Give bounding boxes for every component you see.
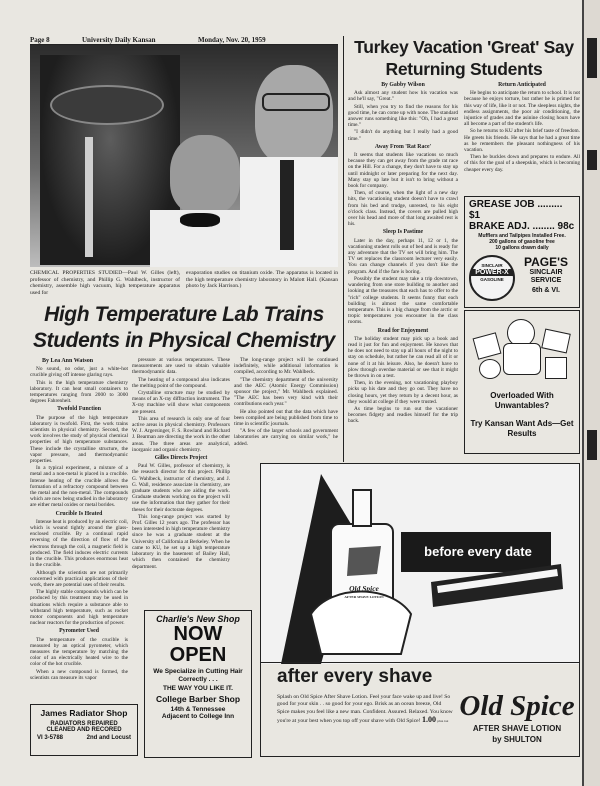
apparatus-tube xyxy=(85,137,93,257)
chemistry-lab-photo xyxy=(30,45,338,267)
necktie xyxy=(280,160,294,250)
subheading: Crucible Is Heated xyxy=(55,510,103,517)
subheading: Read for Enjoyment xyxy=(377,327,429,334)
lab-story-headline: High Temperature Lab Trains Students in Physical Chemistry xyxy=(33,303,335,352)
lab-story-column-3 xyxy=(234,357,338,457)
turkey-story-column-2 xyxy=(464,80,580,192)
paragraph: Then he buckles down and prepares to endure. All of this for the goal of a sheepskin, which is becoming cheaper every day. xyxy=(464,154,580,173)
paragraph: Then, in the evening, not vacationing playboy picks up his date and they go out. They have no closing hours, yet they return by a decent hour, as they would at college if they were trusted. xyxy=(348,380,458,405)
sinclair-service: SINCLAIR SERVICE xyxy=(529,269,563,284)
mufflers-line: Mufflers and Tailpipes Installed Free. xyxy=(478,233,566,239)
james-phone: VI 3-5788 xyxy=(37,735,64,741)
scientist-left-head xyxy=(170,135,240,215)
paragraph: The purpose of the high temperature laboratory is twofold. First, the work trains scientists in physical chemistry. Second, the work involves the study of physical chemical properties of high temperature substances. These include the crystalline structure, the vapor pressure, and thermodynamic properties. xyxy=(30,414,128,465)
open-text: OPEN xyxy=(169,644,227,666)
paragraph: The long-range project will be continued indefinitely, while additional information is compiled, according to Mr. Wahlbeck. xyxy=(234,357,338,376)
glasses xyxy=(262,93,330,111)
paragraph: Then, of course, when the light of a new day hits, the vacationing student doesn't have to crawl from his bed and trudge, unrested, to his eight o'clock class. Instead, the covers are pulled high over his head and more of that long awaited rest is his. xyxy=(348,190,458,228)
radiators-repaired: RADIATORS REPAIRED xyxy=(50,721,118,727)
sinclair-logo: SINCLAIR POWER-X GASOLINE xyxy=(469,255,515,301)
old-spice-brand: Old Spice xyxy=(459,690,575,722)
paragraph: Possibly the student may take a trip downtown, wandering from one store building to another and looking at the treasures that each has to offer to the "rich" college students. It seems funny that each building is almost the same comfortable temperature. This is a big change from the arctic or tropic temperatures you encounter in the class rooms. xyxy=(348,275,458,326)
college-barber-shop: College Barber Shop xyxy=(155,694,241,704)
adjacent-page-edge xyxy=(582,0,600,786)
pages-sinclair-ad xyxy=(464,196,580,308)
by-shulton: by SHULTON xyxy=(492,735,542,744)
subheading: Twofold Function xyxy=(57,406,101,413)
paragraph: It seems that students like vacations so much because they can get away from the grade rat race on the Hill. For a change, they don't have to stay up until midnight or later preparing for the next day. Many stay up late but it isn't to bring without a book for company. xyxy=(348,152,458,190)
james-title: James Radiator Shop xyxy=(40,708,128,718)
paragraph: "A few of the larger schools and government laboratories are carrying on similar work," he added. xyxy=(234,428,338,447)
cartoon-illustration xyxy=(473,317,571,379)
grease-job-price: GREASE JOB ......... $1 xyxy=(469,199,563,221)
paragraph: When a new compound is formed, the scientists can measure its vapor xyxy=(30,668,128,681)
paragraph: "The chemistry department of the university and the AEC (Atomic Energy Commission) sponsor the project," Mr. Wahlbeck explained. "The AEC has been very kind with their contributions each year." xyxy=(234,376,338,408)
cleaned-recored: CLEANED AND RECORED xyxy=(46,727,122,733)
paragraph: Later in the day, perhaps 11, 12 or 1, the vacationing student rolls out of bed and is ready for any adventure that the TV set will bring him. The TV set replaces the classroom lecturer very easily. You can change channels if you don't like the program. And if the fare is boring. xyxy=(348,237,458,275)
lab-story-column-2 xyxy=(132,357,230,582)
paragraph: So he returns to KU after his brief taste of freedom. He greets his friends. He says that he had a great time as he remembers the pleasant nothingness of his vacation. xyxy=(464,128,580,154)
paragraph: This is the high temperature chemistry laboratory. It can heat small containers to temperatures ranging from 2000 to 3000 degrees Fahrenheit. xyxy=(30,379,128,405)
before-every-date: before every date xyxy=(424,544,532,559)
paragraph: The heating of a compound also indicates the melting point of the compound. xyxy=(132,376,230,389)
apparatus-frame xyxy=(50,85,164,125)
ship-icon xyxy=(347,546,381,576)
now-text: NOW xyxy=(173,623,223,645)
paragraph: Ask almost any student how his vacation was and he'll say, "Great." xyxy=(348,90,458,103)
photo-caption-left: CHEMICAL PROPERTIES STUDIED—Paul W. Gilles (left), professor of chemistry, and Phillip G. Wahlbeck, instructor of chemistry, assemble high vacuum, high temperature apparatus used for xyxy=(30,270,180,296)
way-you-like-text: THE WAY YOU LIKE IT. xyxy=(163,685,233,692)
barber-address: 14th & Tennessee xyxy=(170,706,226,713)
paragraph: Although the scientists are not primarily concerned with practical applications of their work, there are potential uses of their results. xyxy=(30,569,128,588)
old-spice-illustration xyxy=(261,464,579,664)
specialize-text: We Specialize in Cutting Hair Correctly . . . xyxy=(153,668,243,683)
pages-address: 6th & VI. xyxy=(531,287,560,294)
overloaded-text: Overloaded With Unwantables? xyxy=(490,391,554,410)
old-spice-body: Splash on Old Spice After Shave Lotion. Feel your face wake up and live! So good for your skin . . so good for your ego. Brisk as an ocean breeze, Old Spice makes you feel like a new man. Confident. Assured. Relaxed. You know you're at your best when you top off your shave with Old Spice! 1.00 plus tax xyxy=(277,694,453,725)
paragraph: The highly stable compounds which can be produced by this treatment may be used in situations which require a substance able to withstand high temperature, such as rocket motor components and high temperature nuclear reactors for the production of power. xyxy=(30,589,128,627)
subheading: Pyrometer Used xyxy=(59,628,99,635)
kansan-want-ads-ad xyxy=(464,310,580,454)
paragraph: This area of research is only one of four active areas in physical chemistry. Professors W. J. Argersinger, F. S. Rowland and Richard J. Bearman are directing the work in the other areas. The three areas are analytical, inorganic and organic chemistry. xyxy=(132,415,230,453)
old-spice-ad xyxy=(260,463,580,757)
gallons-drawn-line: 10 gallons drawn daily xyxy=(495,245,549,251)
bow-tie xyxy=(180,213,220,227)
paragraph: The holiday student may pick up a book and read it just for fun and enjoyment. He knows that he does not need to stay up all hours of the night to stay on schedule, but rather he can read all of it or none of it at his leisure. Also, he doesn't have to plow through overdue material or see that it might be thrown in on a test. xyxy=(348,335,458,379)
subheading: Sleep Is Pastime xyxy=(382,229,424,236)
issue-date: Monday, Nov. 20, 1959 xyxy=(198,36,266,44)
paragraph: pressure at various temperatures. These measurements are used to obtain valuable thermodynamic data. xyxy=(132,357,230,376)
paragraph: In a typical experiment, a mixture of a metal and a non-metal is placed in a crucible. Intense heating of the crucible allows the formation of a refractory compound between the metal and the non-metal. The compounds which are now being studied in the laboratory are either metal oxides or metal borides. xyxy=(30,465,128,509)
after-shave-lotion: AFTER SHAVE LOTION xyxy=(472,724,562,733)
paragraph: Paul W. Gilles, professor of chemistry, is the research director for this project. Phillip G. Wahlbeck, instructor of chemistry, and J. G. Wall, residence associate in chemistry, are graduate students who are aiding the work. Graduate students working on the project will use the information that they gather for their theses for their doctorate degrees. xyxy=(132,463,230,513)
brake-adj-price: BRAKE ADJ. ........ 98c xyxy=(469,221,575,232)
paragraph: No sound, no odor, just a white-hot crucible giving off intense glaring rays. xyxy=(30,366,128,379)
adjacent-text: Adjacent to College Inn xyxy=(161,713,235,720)
paragraph: The temperature of the crucible is measured by an optical pyrometer, which measures the temperature by matching the color of an electrically heated wire to the color of the hot crucible. xyxy=(30,636,128,668)
paragraph: "I didn't do anything but I really had a good time." xyxy=(348,129,458,142)
subheading: Gilles Directs Project xyxy=(154,455,208,462)
paragraph: He begins to anticipate the return to school. It is not because he enjoys torture, but rather he is primed for this way of life, like it or not. The sleepless nights, the endless assignments, the poor air conditioning, the injustice of grades and the asinine closing hours have all become a part of the student's life. xyxy=(464,90,580,128)
paragraph: As time begins to run out the vacationer becomes fidgety and readies himself for the trip back. xyxy=(348,405,458,425)
charlies-shop-ad xyxy=(144,610,252,758)
paragraph: Still, when you try to find the reasons for his good time, he can come up with none. The standard answer runs something like this: "Oh, I had a great time." xyxy=(348,103,458,129)
turkey-story-byline: By Gabby Wilson xyxy=(381,82,425,88)
gasoline-free-line: 200 gallons of gasoline free xyxy=(489,239,555,245)
james-address: 2nd and Locust xyxy=(86,735,131,741)
paragraph: Crystalline structure may be studied by means of an X-ray diffraction instrument. The X-ray machine will show what components are present. xyxy=(132,390,230,415)
hand-icon xyxy=(311,592,411,655)
subheading: Away From 'Rat Race' xyxy=(374,143,432,150)
bottle-label: Old Spice xyxy=(349,584,379,593)
turkey-story-headline: Turkey Vacation 'Great' Say Returning Students xyxy=(354,37,574,79)
paragraph: Intense heat is produced by an electric coil, which is wound tightly around the glass-enclosed crucible. By a continual rapid reversing of the direction of flow of the electrons through the coil, a magnetic field is produced. The field induces electric currents in the crucible. This produces enormous heat in the crucible. xyxy=(30,518,128,569)
column-divider xyxy=(343,36,344,462)
photo-caption-right: evaporation studies on titanium oxide. The apparatus is located in the high temperature chemistry laboratory in Malott Hall. (Kansan photo by Jack Harrison.) xyxy=(186,270,338,290)
page-number: Page 8 xyxy=(30,36,50,44)
want-ads-text: Try Kansan Want Ads—Get Results xyxy=(470,419,574,438)
scientist-right-head xyxy=(255,65,333,165)
lab-story-byline: By Lea Ann Watson xyxy=(42,358,94,364)
old-spice-price: 1.00 xyxy=(421,715,436,725)
bottle-sublabel: AFTER SHAVE LOTION xyxy=(344,595,384,599)
paragraph: He also pointed out that the data which have been compiled are being published from time to time in scientific journals. xyxy=(234,408,338,428)
paragraph: This long-range project was started by Prof. Gilles 12 years ago. The professor has been interested in high temperature chemistry since he was a graduate student at the University of California at Berkeley. When he came to KU, he set up a high temperature laboratory in the basement of Bailey Hall, which then contained the chemistry department. xyxy=(132,513,230,570)
turkey-story-column-1 xyxy=(348,80,458,460)
subheading: Return Anticipated xyxy=(498,82,546,88)
lab-story-column-1 xyxy=(30,357,128,682)
after-every-shave: after every shave xyxy=(277,666,433,687)
pages-name: PAGE'S xyxy=(524,255,568,269)
price-note: plus tax xyxy=(437,719,449,724)
paper-name: University Daily Kansan xyxy=(82,36,156,44)
charlie-title: Charlie's New Shop xyxy=(156,614,240,624)
james-radiator-ad xyxy=(30,704,138,756)
